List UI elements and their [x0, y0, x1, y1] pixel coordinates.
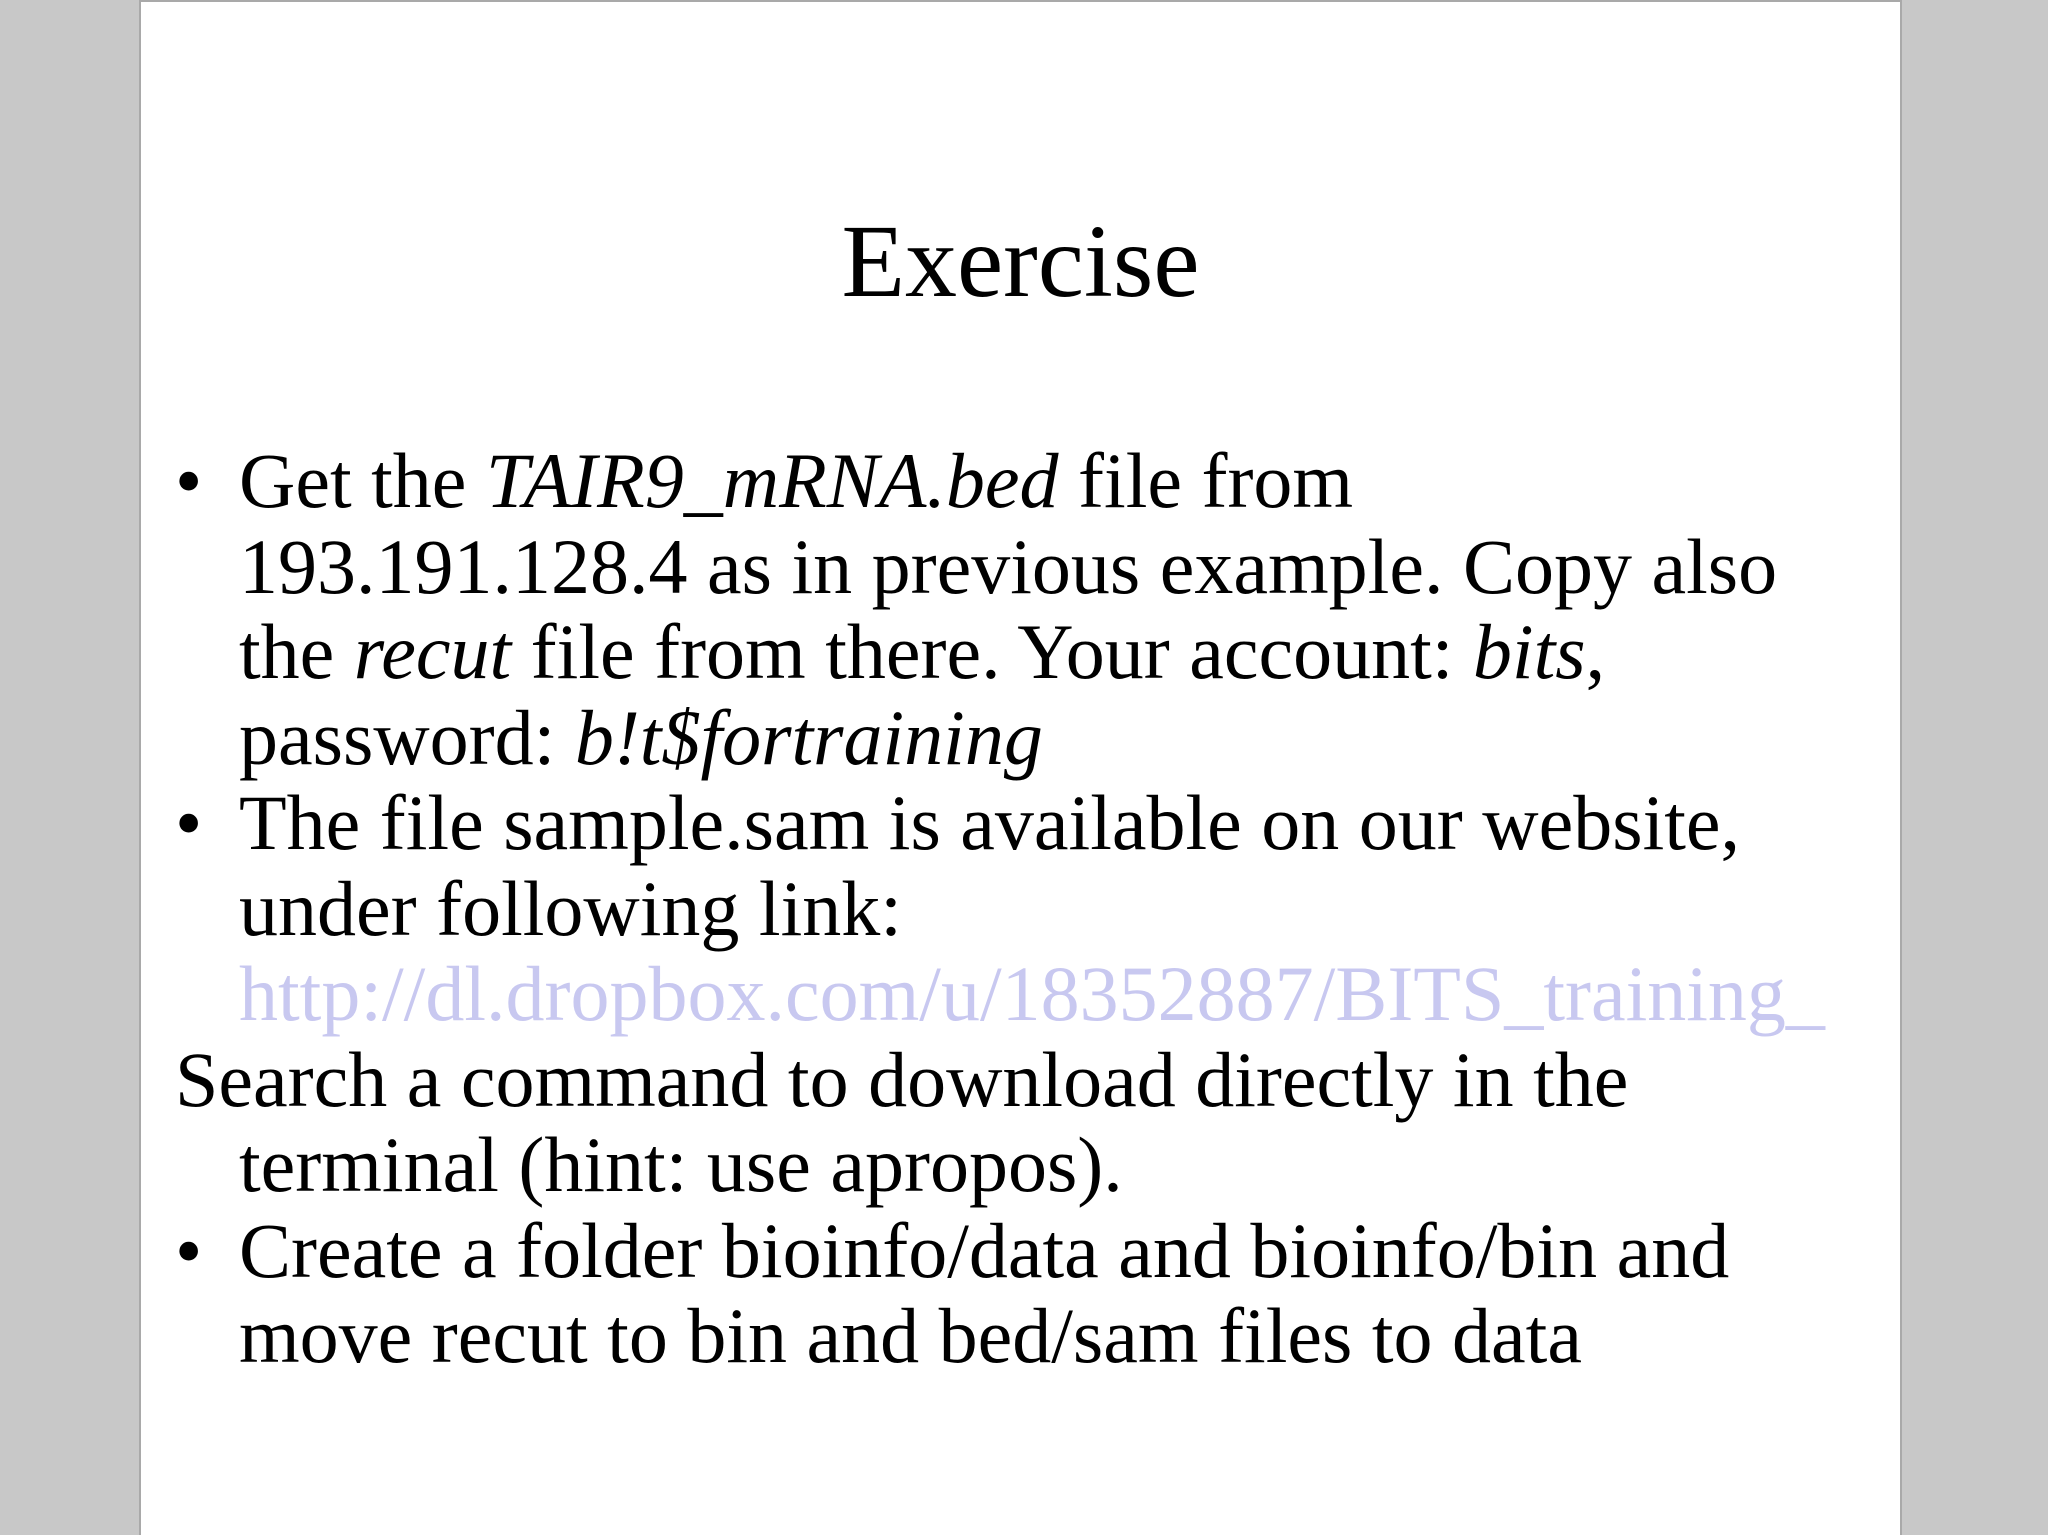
bullet-dot-icon: •: [175, 779, 203, 866]
bullet-item-1: [141, 438, 1902, 780]
item-1-line-1: Get the TAIR9_mRNA.bed file from: [239, 437, 1354, 524]
filename-tair9: TAIR9_mRNA.bed: [485, 437, 1059, 524]
item-1-line-3: the recut file from there. Your account: bits,: [239, 608, 1606, 695]
slide-title: Exercise: [841, 204, 1200, 319]
item-4-line-1: Create a folder bioinfo/data and bioinfo/bin and: [239, 1206, 1730, 1294]
item-3-line-2: terminal (hint: use apropos).: [239, 1121, 1123, 1208]
bullet-item-2: [141, 780, 1902, 1037]
bullet-dot-icon: •: [175, 437, 203, 524]
item-1-line-4: password: b!t$fortraining: [239, 693, 1043, 781]
account-name: bits: [1472, 608, 1586, 695]
item-4-line-2: move recut to bin and bed/sam files to data: [239, 1292, 1582, 1379]
filename-recut: recut: [353, 608, 512, 695]
item-2-line-1: The file sample.sam is available on our website,: [239, 779, 1741, 866]
slide-body: [141, 438, 1902, 1379]
paragraph-search-command: [141, 1037, 1902, 1208]
bullet-dot-icon: •: [175, 1206, 203, 1294]
dropbox-link[interactable]: http://dl.dropbox.com/u/18352887/BITS_training_: [239, 950, 1825, 1037]
item-2-line-2: under following link:: [239, 864, 902, 952]
slide: [139, 0, 1902, 1535]
item-3-line-1: Search a command to download directly in the: [175, 1035, 1629, 1123]
bullet-item-4: [141, 1208, 1902, 1379]
password-value: b!t$fortraining: [574, 693, 1043, 781]
item-1-line-2: 193.191.128.4 as in previous example. Copy also: [239, 522, 1778, 610]
